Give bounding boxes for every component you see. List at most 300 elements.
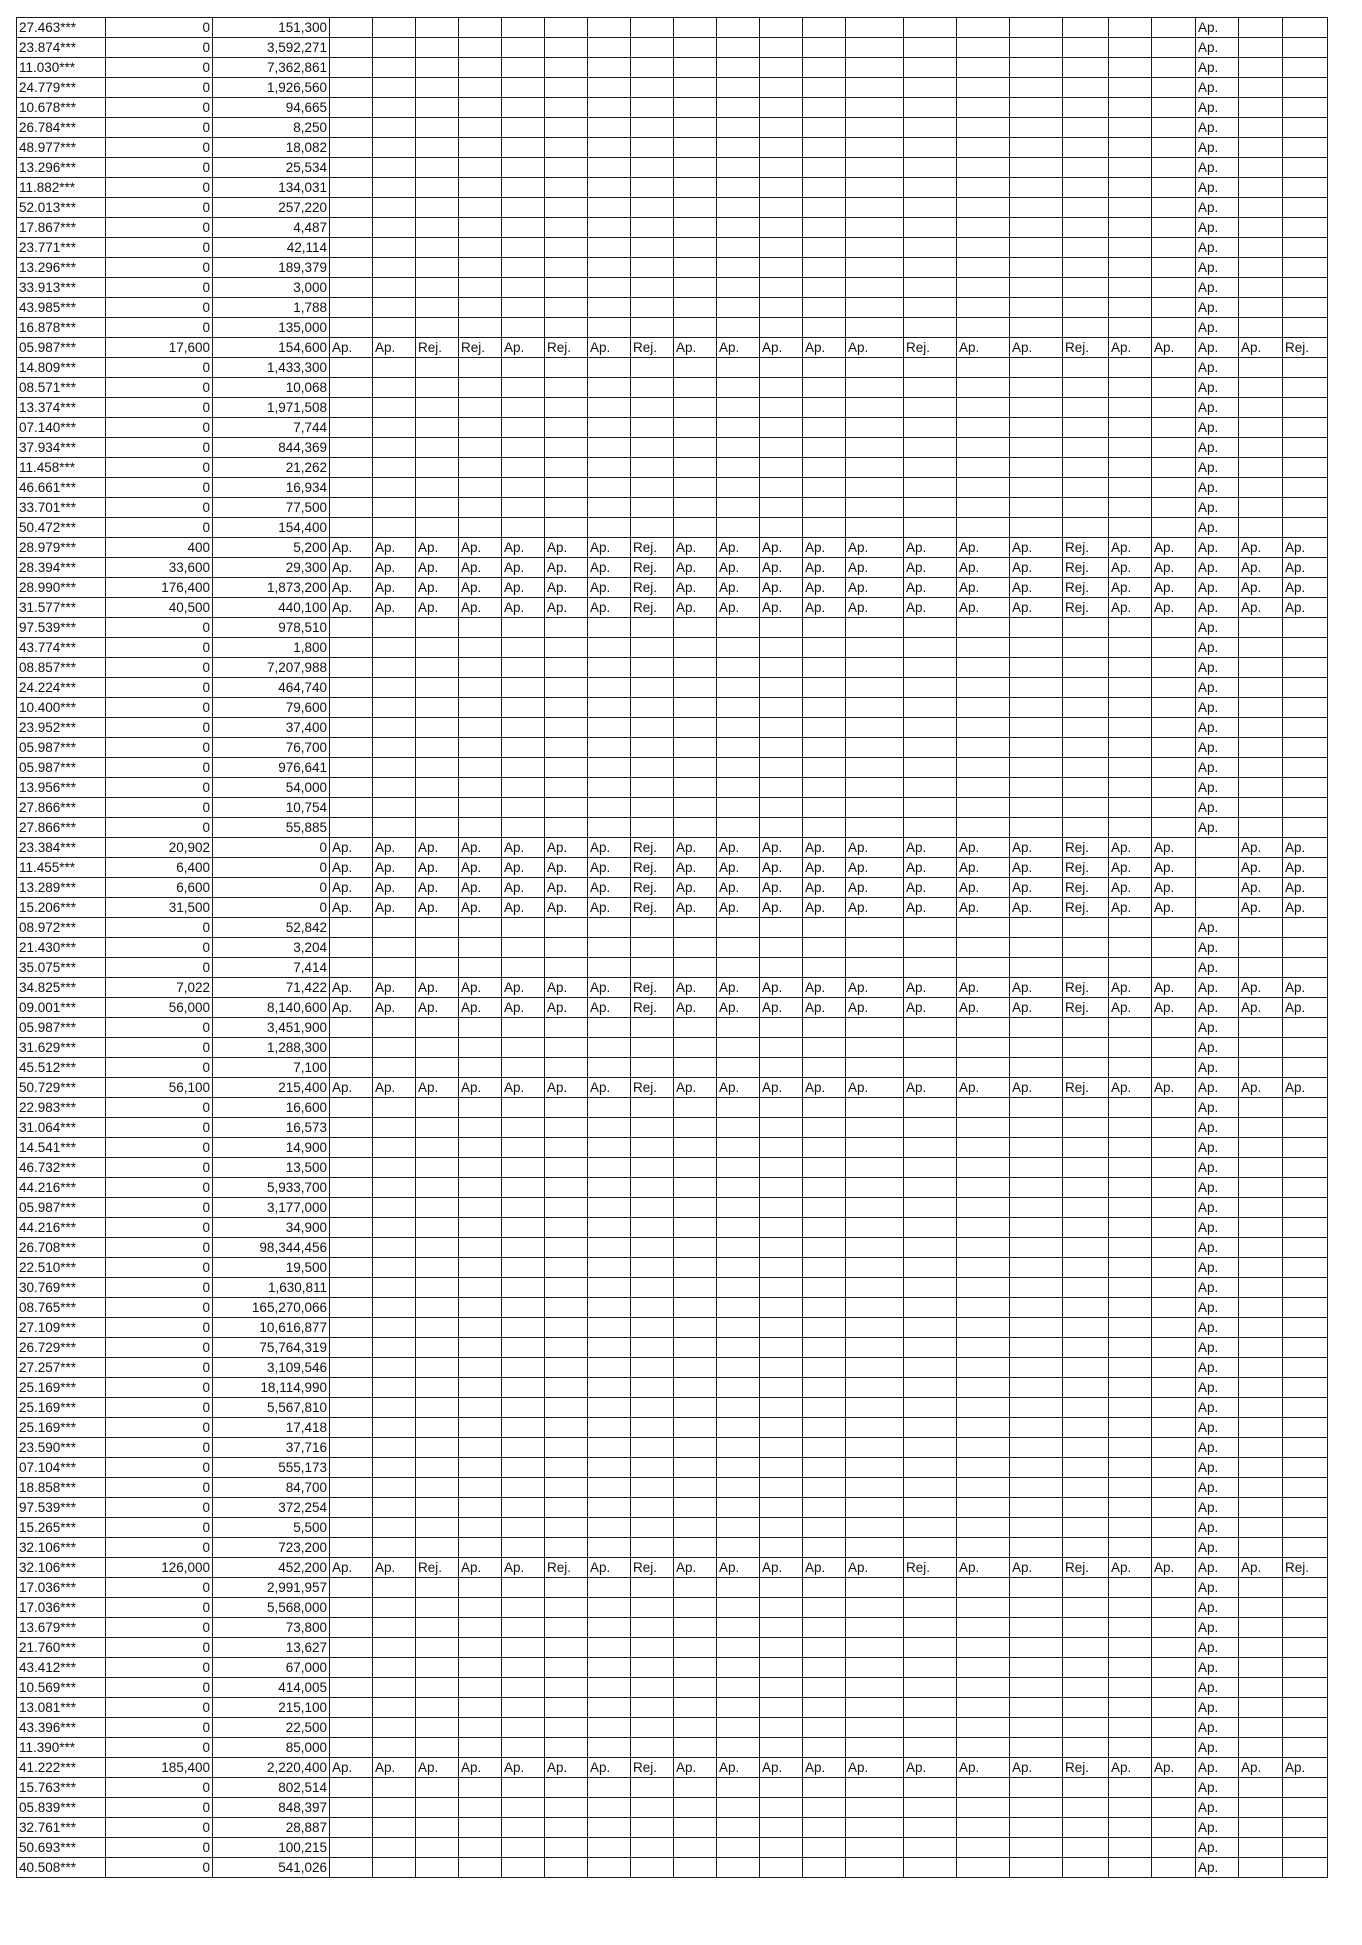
vote-cell xyxy=(904,778,957,798)
vote-cell: Ap. xyxy=(588,998,631,1018)
vote-cell xyxy=(1239,1258,1283,1278)
vote-cell xyxy=(545,238,588,258)
table-row xyxy=(17,1798,1328,1818)
shareholder-id-cell: 33.701*** xyxy=(17,498,106,518)
shares-count-cell: 0 xyxy=(106,378,213,398)
vote-cell xyxy=(674,1358,717,1378)
vote-cell xyxy=(957,1518,1010,1538)
shares-count-cell: 0 xyxy=(106,18,213,38)
vote-cell xyxy=(904,1718,957,1738)
vote-cell xyxy=(373,1618,416,1638)
shareholder-id-cell: 27.463*** xyxy=(17,18,106,38)
vote-cell xyxy=(1063,1198,1109,1218)
vote-cell xyxy=(904,1738,957,1758)
vote-cell xyxy=(416,1678,459,1698)
vote-cell xyxy=(502,1198,545,1218)
vote-cell xyxy=(1283,778,1328,798)
shares-count-cell: 0 xyxy=(106,918,213,938)
vote-cell xyxy=(904,1158,957,1178)
vote-cell: Ap. xyxy=(502,538,545,558)
vote-cell xyxy=(1010,1098,1063,1118)
vote-cell: Ap. xyxy=(373,1558,416,1578)
vote-cell xyxy=(588,1058,631,1078)
vote-cell xyxy=(1283,1538,1328,1558)
vote-cell: Ap. xyxy=(1239,1758,1283,1778)
vote-cell xyxy=(1239,398,1283,418)
vote-cell xyxy=(1010,178,1063,198)
vote-cell xyxy=(1283,678,1328,698)
shares-count-cell: 440,100 xyxy=(213,598,330,618)
vote-cell xyxy=(846,258,904,278)
vote-cell: Ap. xyxy=(1196,1018,1239,1038)
vote-cell xyxy=(631,938,674,958)
vote-cell xyxy=(1152,1418,1196,1438)
vote-cell xyxy=(904,18,957,38)
vote-cell xyxy=(330,1138,373,1158)
vote-cell xyxy=(1152,518,1196,538)
vote-cell xyxy=(674,1098,717,1118)
vote-cell xyxy=(1063,378,1109,398)
vote-cell xyxy=(904,1058,957,1078)
vote-cell: Ap. xyxy=(330,878,373,898)
vote-cell xyxy=(957,918,1010,938)
shares-count-cell: 189,379 xyxy=(213,258,330,278)
vote-cell xyxy=(416,438,459,458)
vote-cell xyxy=(846,1378,904,1398)
vote-cell xyxy=(416,1338,459,1358)
vote-cell xyxy=(904,78,957,98)
shares-count-cell: 3,177,000 xyxy=(213,1198,330,1218)
table-row xyxy=(17,1698,1328,1718)
vote-cell xyxy=(803,218,846,238)
shares-count-cell: 126,000 xyxy=(106,1558,213,1578)
vote-cell xyxy=(1239,298,1283,318)
vote-cell xyxy=(416,678,459,698)
vote-cell: Ap. xyxy=(1010,1558,1063,1578)
vote-cell xyxy=(674,318,717,338)
shareholder-id-cell: 33.913*** xyxy=(17,278,106,298)
vote-cell xyxy=(416,1138,459,1158)
vote-cell xyxy=(1063,1478,1109,1498)
vote-cell xyxy=(502,1398,545,1418)
shares-count-cell: 0 xyxy=(106,138,213,158)
vote-cell xyxy=(803,418,846,438)
vote-cell xyxy=(631,1098,674,1118)
vote-cell xyxy=(416,1598,459,1618)
table-row xyxy=(17,1718,1328,1738)
vote-cell xyxy=(1239,198,1283,218)
vote-cell xyxy=(373,218,416,238)
vote-cell xyxy=(1283,78,1328,98)
vote-cell xyxy=(545,738,588,758)
vote-cell xyxy=(846,618,904,638)
vote-cell xyxy=(1109,1258,1152,1278)
vote-cell xyxy=(1239,638,1283,658)
vote-cell xyxy=(1152,1698,1196,1718)
vote-cell xyxy=(631,278,674,298)
vote-cell xyxy=(1152,1358,1196,1378)
vote-cell xyxy=(904,318,957,338)
shares-count-cell: 0 xyxy=(106,1358,213,1378)
vote-cell xyxy=(1283,458,1328,478)
vote-cell xyxy=(674,1378,717,1398)
vote-cell: Ap. xyxy=(1152,1078,1196,1098)
shares-count-cell: 0 xyxy=(106,498,213,518)
vote-cell: Ap. xyxy=(1196,378,1239,398)
vote-cell: Ap. xyxy=(846,578,904,598)
shareholder-id-cell: 05.987*** xyxy=(17,1018,106,1038)
vote-cell xyxy=(1239,938,1283,958)
vote-cell xyxy=(459,1818,502,1838)
vote-cell xyxy=(846,158,904,178)
vote-cell xyxy=(373,18,416,38)
vote-cell xyxy=(1063,1358,1109,1378)
vote-cell xyxy=(330,58,373,78)
vote-cell xyxy=(545,1038,588,1058)
shares-count-cell: 165,270,066 xyxy=(213,1298,330,1318)
vote-cell xyxy=(957,1038,1010,1058)
shareholder-id-cell: 43.985*** xyxy=(17,298,106,318)
vote-cell xyxy=(330,1738,373,1758)
vote-cell xyxy=(904,1678,957,1698)
vote-cell: Ap. xyxy=(1196,818,1239,838)
vote-cell xyxy=(846,1138,904,1158)
vote-cell xyxy=(373,1218,416,1238)
shareholder-id-cell: 16.878*** xyxy=(17,318,106,338)
vote-cell: Ap. xyxy=(1283,978,1328,998)
vote-cell xyxy=(1239,1698,1283,1718)
vote-cell xyxy=(373,1458,416,1478)
vote-cell: Ap. xyxy=(1109,1758,1152,1778)
vote-cell xyxy=(459,518,502,538)
vote-cell xyxy=(1063,678,1109,698)
vote-cell: Ap. xyxy=(1109,598,1152,618)
vote-cell xyxy=(674,1058,717,1078)
shareholder-id-cell: 43.774*** xyxy=(17,638,106,658)
vote-cell xyxy=(459,1678,502,1698)
vote-cell xyxy=(1152,278,1196,298)
vote-cell xyxy=(330,118,373,138)
vote-cell: Rej. xyxy=(459,338,502,358)
vote-cell xyxy=(1109,1458,1152,1478)
vote-cell xyxy=(846,1598,904,1618)
shares-count-cell: 0 xyxy=(106,298,213,318)
vote-cell xyxy=(373,1538,416,1558)
vote-cell xyxy=(373,178,416,198)
table-row xyxy=(17,1638,1328,1658)
vote-cell xyxy=(1063,1738,1109,1758)
vote-cell xyxy=(1109,1158,1152,1178)
vote-cell xyxy=(631,1238,674,1258)
vote-cell xyxy=(1010,1658,1063,1678)
vote-cell xyxy=(846,478,904,498)
vote-cell xyxy=(459,698,502,718)
vote-cell: Ap. xyxy=(459,978,502,998)
vote-cell xyxy=(330,938,373,958)
vote-cell xyxy=(760,218,803,238)
vote-cell xyxy=(1063,818,1109,838)
vote-cell xyxy=(1283,638,1328,658)
vote-cell xyxy=(588,1198,631,1218)
vote-cell xyxy=(674,478,717,498)
vote-cell xyxy=(459,78,502,98)
vote-cell xyxy=(416,718,459,738)
vote-cell xyxy=(904,718,957,738)
vote-cell: Ap. xyxy=(459,1078,502,1098)
shares-count-cell: 33,600 xyxy=(106,558,213,578)
vote-cell xyxy=(957,1058,1010,1078)
vote-cell xyxy=(904,178,957,198)
vote-cell xyxy=(1152,1278,1196,1298)
vote-cell xyxy=(416,118,459,138)
vote-cell xyxy=(545,1098,588,1118)
vote-cell xyxy=(330,278,373,298)
vote-cell xyxy=(957,1238,1010,1258)
vote-cell xyxy=(1152,1638,1196,1658)
vote-cell xyxy=(373,938,416,958)
shares-count-cell: 0 xyxy=(213,898,330,918)
vote-cell: Ap. xyxy=(1196,1818,1239,1838)
vote-cell xyxy=(588,1418,631,1438)
vote-cell: Ap. xyxy=(330,998,373,1018)
vote-cell: Ap. xyxy=(545,538,588,558)
vote-cell xyxy=(1196,878,1239,898)
vote-cell xyxy=(330,358,373,378)
vote-cell: Ap. xyxy=(904,878,957,898)
table-row xyxy=(17,818,1328,838)
vote-cell xyxy=(588,478,631,498)
vote-cell xyxy=(846,958,904,978)
vote-cell xyxy=(330,1478,373,1498)
vote-cell xyxy=(1239,458,1283,478)
vote-cell xyxy=(1063,1818,1109,1838)
vote-cell xyxy=(957,1278,1010,1298)
vote-cell xyxy=(803,1658,846,1678)
vote-cell xyxy=(957,698,1010,718)
vote-cell xyxy=(674,1218,717,1238)
vote-cell xyxy=(416,98,459,118)
vote-cell xyxy=(904,1338,957,1358)
vote-cell xyxy=(459,1218,502,1238)
vote-cell xyxy=(760,498,803,518)
table-row xyxy=(17,998,1328,1018)
vote-cell xyxy=(957,438,1010,458)
vote-cell: Ap. xyxy=(1196,38,1239,58)
shares-count-cell: 0 xyxy=(106,1618,213,1638)
vote-cell: Ap. xyxy=(1196,438,1239,458)
shares-count-cell: 0 xyxy=(106,718,213,738)
vote-cell xyxy=(904,1498,957,1518)
vote-cell xyxy=(1239,1278,1283,1298)
vote-cell xyxy=(1010,938,1063,958)
vote-cell xyxy=(803,678,846,698)
vote-cell xyxy=(588,1258,631,1278)
vote-cell xyxy=(502,198,545,218)
vote-cell xyxy=(416,1038,459,1058)
vote-cell xyxy=(631,638,674,658)
vote-cell: Ap. xyxy=(330,838,373,858)
vote-cell: Ap. xyxy=(846,878,904,898)
vote-cell xyxy=(1063,938,1109,958)
shareholder-id-cell: 05.987*** xyxy=(17,338,106,358)
vote-cell xyxy=(588,1498,631,1518)
vote-cell xyxy=(957,498,1010,518)
vote-cell xyxy=(631,1698,674,1718)
vote-cell xyxy=(330,1218,373,1238)
vote-cell xyxy=(1063,418,1109,438)
table-row xyxy=(17,618,1328,638)
vote-cell xyxy=(545,718,588,738)
vote-cell xyxy=(502,258,545,278)
shares-count-cell: 0 xyxy=(106,398,213,418)
vote-cell xyxy=(760,758,803,778)
vote-cell: Ap. xyxy=(1196,1498,1239,1518)
vote-cell xyxy=(330,1398,373,1418)
vote-cell xyxy=(416,518,459,538)
vote-cell xyxy=(1109,758,1152,778)
vote-cell xyxy=(674,1298,717,1318)
vote-cell xyxy=(846,1098,904,1118)
vote-cell xyxy=(545,1338,588,1358)
shares-count-cell: 22,500 xyxy=(213,1718,330,1738)
vote-cell xyxy=(1109,278,1152,298)
vote-cell xyxy=(459,1158,502,1178)
vote-cell xyxy=(1063,1038,1109,1058)
vote-cell xyxy=(373,258,416,278)
vote-cell: Ap. xyxy=(760,838,803,858)
vote-cell: Ap. xyxy=(1239,578,1283,598)
vote-cell xyxy=(904,1698,957,1718)
shares-count-cell: 0 xyxy=(106,1058,213,1078)
vote-cell xyxy=(459,658,502,678)
vote-cell xyxy=(957,418,1010,438)
vote-cell xyxy=(330,1418,373,1438)
vote-cell: Ap. xyxy=(1239,978,1283,998)
vote-cell: Ap. xyxy=(1010,558,1063,578)
vote-cell: Ap. xyxy=(1152,998,1196,1018)
vote-cell: Ap. xyxy=(1196,178,1239,198)
vote-cell xyxy=(803,1538,846,1558)
vote-cell xyxy=(416,1618,459,1638)
vote-cell xyxy=(1152,1438,1196,1458)
vote-cell xyxy=(1109,1698,1152,1718)
vote-cell xyxy=(459,1538,502,1558)
vote-cell xyxy=(1239,1378,1283,1398)
shares-count-cell: 55,885 xyxy=(213,818,330,838)
shareholder-id-cell: 08.972*** xyxy=(17,918,106,938)
vote-cell xyxy=(1010,1338,1063,1358)
vote-cell xyxy=(803,958,846,978)
vote-cell xyxy=(1109,1658,1152,1678)
vote-cell: Ap. xyxy=(330,1558,373,1578)
vote-cell xyxy=(416,458,459,478)
vote-cell xyxy=(760,938,803,958)
vote-cell: Ap. xyxy=(904,558,957,578)
vote-cell xyxy=(674,1858,717,1878)
vote-cell xyxy=(459,1198,502,1218)
shareholder-id-cell: 23.952*** xyxy=(17,718,106,738)
table-row xyxy=(17,858,1328,878)
vote-cell xyxy=(1239,678,1283,698)
vote-cell: Ap. xyxy=(1196,18,1239,38)
vote-cell: Ap. xyxy=(803,1558,846,1578)
vote-cell xyxy=(760,398,803,418)
vote-cell xyxy=(416,1418,459,1438)
vote-cell xyxy=(717,298,760,318)
vote-cell: Rej. xyxy=(631,978,674,998)
vote-cell xyxy=(631,18,674,38)
vote-cell xyxy=(760,198,803,218)
vote-cell xyxy=(760,1458,803,1478)
vote-cell xyxy=(904,98,957,118)
vote-cell: Rej. xyxy=(631,538,674,558)
vote-cell xyxy=(1063,1498,1109,1518)
vote-cell: Ap. xyxy=(846,538,904,558)
vote-cell xyxy=(760,478,803,498)
vote-cell xyxy=(416,1298,459,1318)
vote-cell: Ap. xyxy=(1283,1078,1328,1098)
vote-cell xyxy=(631,778,674,798)
vote-cell: Ap. xyxy=(545,898,588,918)
vote-cell: Ap. xyxy=(1196,1558,1239,1578)
shares-count-cell: 0 xyxy=(106,118,213,138)
vote-cell xyxy=(545,258,588,278)
vote-cell xyxy=(674,98,717,118)
vote-cell xyxy=(1283,1838,1328,1858)
vote-cell xyxy=(459,1518,502,1538)
vote-cell xyxy=(957,138,1010,158)
vote-cell xyxy=(631,1718,674,1738)
vote-cell xyxy=(631,498,674,518)
vote-cell xyxy=(502,78,545,98)
vote-cell: Ap. xyxy=(1239,898,1283,918)
vote-cell xyxy=(803,1158,846,1178)
vote-cell xyxy=(545,1638,588,1658)
vote-cell xyxy=(416,738,459,758)
vote-cell: Ap. xyxy=(717,1078,760,1098)
vote-cell xyxy=(631,1378,674,1398)
vote-cell xyxy=(1196,858,1239,878)
vote-cell xyxy=(545,458,588,478)
vote-cell xyxy=(803,1018,846,1038)
vote-cell xyxy=(545,378,588,398)
vote-cell xyxy=(502,1738,545,1758)
vote-cell xyxy=(957,98,1010,118)
table-row xyxy=(17,518,1328,538)
vote-cell: Ap. xyxy=(904,838,957,858)
vote-cell xyxy=(846,498,904,518)
vote-cell xyxy=(416,138,459,158)
vote-cell xyxy=(1152,718,1196,738)
vote-cell xyxy=(1283,258,1328,278)
vote-cell xyxy=(459,1698,502,1718)
vote-cell xyxy=(631,758,674,778)
table-row xyxy=(17,1818,1328,1838)
vote-cell xyxy=(330,98,373,118)
vote-cell: Ap. xyxy=(957,1558,1010,1578)
vote-cell xyxy=(373,38,416,58)
vote-cell xyxy=(957,618,1010,638)
vote-cell xyxy=(588,498,631,518)
shares-count-cell: 3,000 xyxy=(213,278,330,298)
vote-cell xyxy=(717,38,760,58)
vote-cell xyxy=(846,18,904,38)
vote-cell xyxy=(1152,638,1196,658)
vote-cell xyxy=(957,358,1010,378)
vote-cell xyxy=(904,1538,957,1558)
vote-cell: Ap. xyxy=(904,1078,957,1098)
vote-cell xyxy=(957,1178,1010,1198)
